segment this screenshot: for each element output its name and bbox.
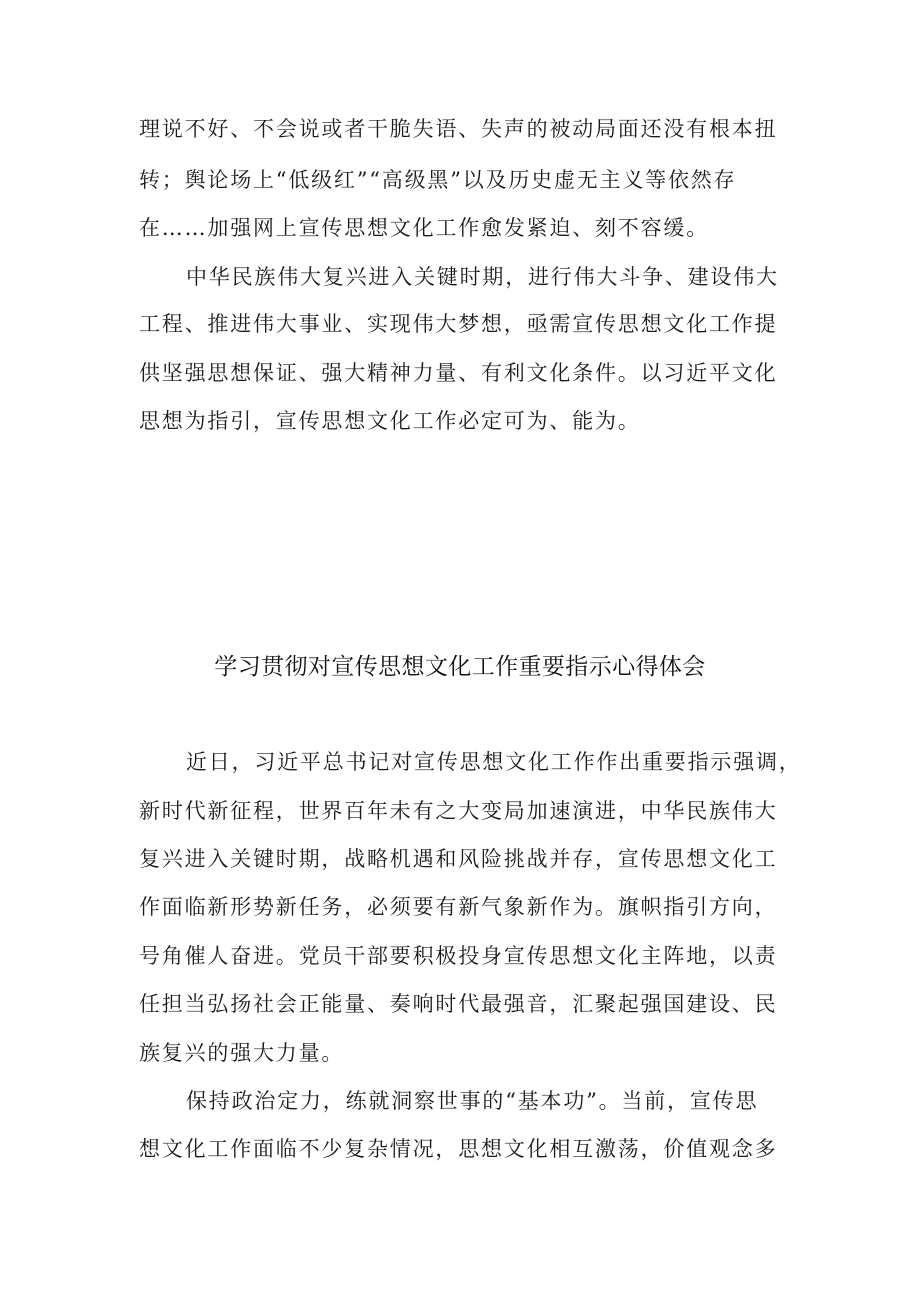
text-line: 在……加强网上宣传思想文化工作愈发紧迫、刻不容缓。 [139, 216, 709, 240]
text-line: 想文化工作面临不少复杂情况，思想文化相互激荡，价值观念多 [139, 1137, 778, 1161]
text-line: 任担当弘扬社会正能量、奏响时代最强音，汇聚起强国建设、民 [139, 992, 778, 1016]
text-line: 作面临新形势新任务，必须要有新气象新作为。旗帜指引方向， [139, 895, 778, 919]
text-line: 复兴进入关键时期，战略机遇和风险挑战并存，宣传思想文化工 [139, 847, 778, 871]
article-title: 学习贯彻对宣传思想文化工作重要指示心得体会 [214, 654, 706, 680]
text-line: 号角催人奋进。党员干部要积极投身宣传思想文化主阵地，以责 [139, 944, 778, 968]
text-line: 新时代新征程，世界百年未有之大变局加速演进，中华民族伟大 [139, 799, 778, 823]
text-line: 族复兴的强大力量。 [139, 1041, 345, 1065]
text-line: 供坚强思想保证、强大精神力量、有利文化条件。以习近平文化 [139, 361, 778, 385]
text-line: 转；舆论场上“低级红”“高级黑”以及历史虚无主义等依然存 [139, 168, 737, 192]
text-line: 保持政治定力，练就洞察世事的“基本功”。当前，宣传思 [186, 1089, 759, 1113]
text-line: 思想为指引，宣传思想文化工作必定可为、能为。 [139, 409, 641, 433]
text-line: 中华民族伟大复兴进入关键时期，进行伟大斗争、建设伟大 [186, 265, 779, 289]
text-line: 理说不好、不会说或者干脆失语、失声的被动局面还没有根本扭 [139, 117, 778, 141]
text-line: 工程、推进伟大事业、实现伟大梦想，亟需宣传思想文化工作提 [139, 312, 778, 336]
text-line: 近日，习近平总书记对宣传思想文化工作作出重要指示强调， [186, 750, 802, 774]
